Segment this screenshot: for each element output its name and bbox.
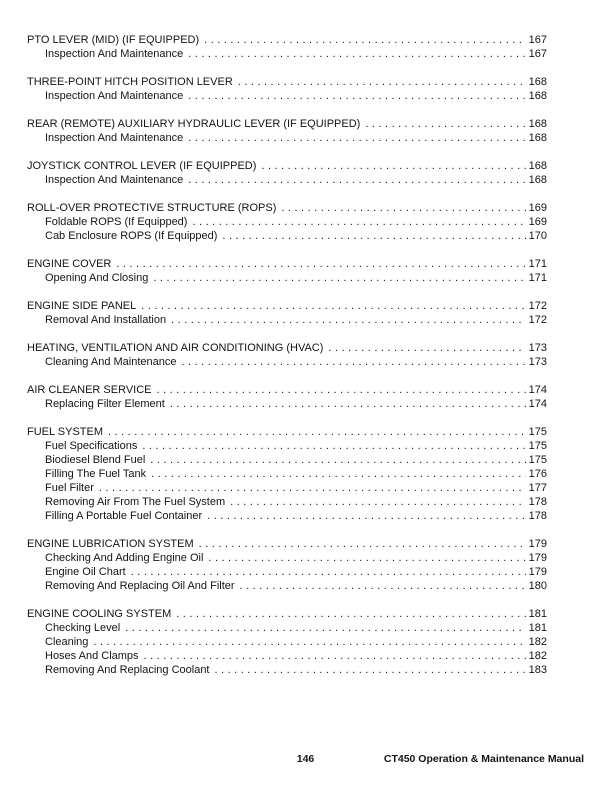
toc-heading-page: 169 (528, 202, 547, 214)
dot-leader (141, 299, 525, 313)
table-of-contents (27, 33, 547, 691)
toc-item-title: Replacing Filter Element (45, 398, 165, 410)
dot-leader (170, 397, 526, 411)
toc-item-row (27, 355, 547, 369)
footer-manual-title: CT450 Operation & Maintenance Manual (383, 753, 584, 765)
dot-leader (188, 131, 525, 145)
toc-heading-row (27, 33, 547, 47)
toc-heading-row (27, 201, 547, 215)
dot-leader (171, 313, 526, 327)
toc-item-row (27, 453, 547, 467)
toc-heading-title: THREE-POINT HITCH POSITION LEVER (27, 76, 233, 88)
dot-leader (99, 481, 526, 495)
dot-leader (208, 551, 525, 565)
toc-heading-row (27, 75, 547, 89)
toc-item-row (27, 467, 547, 481)
toc-item-row (27, 649, 547, 663)
toc-item-title: Removing Air From The Fuel System (45, 496, 226, 508)
toc-heading-page: 168 (528, 118, 547, 130)
toc-item-title: Inspection And Maintenance (45, 132, 184, 144)
toc-heading-row (27, 425, 547, 439)
toc-heading-page: 173 (528, 342, 547, 354)
toc-item-title: Engine Oil Chart (45, 566, 126, 578)
toc-section (27, 537, 547, 593)
dot-leader (204, 33, 525, 47)
toc-item-page: 182 (528, 636, 547, 648)
dot-leader (157, 383, 526, 397)
toc-heading-page: 175 (528, 426, 547, 438)
toc-item-page: 175 (528, 440, 547, 452)
toc-item-page: 178 (528, 510, 547, 522)
dot-leader (142, 439, 525, 453)
toc-item-row (27, 663, 547, 677)
toc-heading-title: JOYSTICK CONTROL LEVER (IF EQUIPPED) (27, 160, 257, 172)
dot-leader (328, 341, 525, 355)
toc-item-page: 178 (528, 496, 547, 508)
toc-item-title: Removal And Installation (45, 314, 167, 326)
toc-item-title: Filling The Fuel Tank (45, 468, 147, 480)
toc-item-title: Cleaning And Maintenance (45, 356, 177, 368)
toc-item-title: Inspection And Maintenance (45, 48, 184, 60)
toc-item-page: 173 (528, 356, 547, 368)
toc-heading-title: AIR CLEANER SERVICE (27, 384, 152, 396)
dot-leader (151, 467, 526, 481)
toc-heading-row (27, 341, 547, 355)
toc-item-row (27, 635, 547, 649)
toc-section (27, 33, 547, 61)
toc-heading-row (27, 383, 547, 397)
toc-item-page: 171 (528, 272, 547, 284)
toc-item-page: 168 (528, 174, 547, 186)
toc-heading-page: 181 (528, 608, 547, 620)
dot-leader (144, 649, 526, 663)
toc-item-row (27, 439, 547, 453)
dot-leader (150, 453, 525, 467)
toc-heading-title: HEATING, VENTILATION AND AIR CONDITIONING (HVAC) (27, 342, 324, 354)
toc-item-row (27, 565, 547, 579)
toc-item-title: Biodiesel Blend Fuel (45, 454, 146, 466)
toc-section (27, 117, 547, 145)
toc-heading-title: PTO LEVER (MID) (IF EQUIPPED) (27, 34, 200, 46)
toc-item-page: 182 (528, 650, 547, 662)
toc-item-title: Filling A Portable Fuel Container (45, 510, 203, 522)
toc-item-row (27, 579, 547, 593)
page-footer (27, 752, 584, 766)
toc-heading-title: ENGINE LUBRICATION SYSTEM (27, 538, 194, 550)
dot-leader (153, 271, 525, 285)
toc-item-page: 179 (528, 552, 547, 564)
toc-item-row (27, 173, 547, 187)
toc-item-title: Removing And Replacing Coolant (45, 664, 210, 676)
toc-section (27, 257, 547, 285)
toc-section (27, 383, 547, 411)
toc-heading-page: 172 (528, 300, 547, 312)
toc-item-title: Inspection And Maintenance (45, 174, 184, 186)
toc-item-title: Removing And Replacing Oil And Filter (45, 580, 235, 592)
toc-item-row (27, 551, 547, 565)
toc-heading-title: ROLL-OVER PROTECTIVE STRUCTURE (ROPS) (27, 202, 277, 214)
dot-leader (240, 579, 526, 593)
toc-item-page: 174 (528, 398, 547, 410)
toc-item-page: 177 (528, 482, 547, 494)
dot-leader (199, 537, 526, 551)
toc-item-page: 172 (528, 314, 547, 326)
dot-leader (176, 607, 525, 621)
toc-heading-title: ENGINE COVER (27, 258, 112, 270)
toc-heading-row (27, 159, 547, 173)
dot-leader (116, 257, 525, 271)
toc-item-row (27, 495, 547, 509)
toc-item-row (27, 271, 547, 285)
footer-page-number: 146 (296, 753, 315, 765)
toc-section (27, 299, 547, 327)
toc-item-title: Fuel Filter (45, 482, 94, 494)
toc-item-page: 179 (528, 566, 547, 578)
toc-item-title: Checking And Adding Engine Oil (45, 552, 204, 564)
toc-item-page: 175 (528, 454, 547, 466)
toc-item-page: 180 (528, 580, 547, 592)
toc-item-page: 168 (528, 132, 547, 144)
dot-leader (131, 565, 526, 579)
toc-heading-page: 168 (528, 76, 547, 88)
toc-section (27, 425, 547, 523)
toc-item-title: Inspection And Maintenance (45, 90, 184, 102)
toc-item-row (27, 509, 547, 523)
toc-item-page: 170 (528, 230, 547, 242)
dot-leader (281, 201, 525, 215)
dot-leader (188, 173, 525, 187)
toc-item-title: Hoses And Clamps (45, 650, 139, 662)
toc-section (27, 159, 547, 187)
toc-item-page: 169 (528, 216, 547, 228)
toc-item-row (27, 89, 547, 103)
toc-heading-row (27, 607, 547, 621)
dot-leader (188, 89, 525, 103)
toc-item-row (27, 47, 547, 61)
dot-leader (181, 355, 525, 369)
dot-leader (230, 495, 526, 509)
toc-item-row (27, 397, 547, 411)
toc-item-page: 167 (528, 48, 547, 60)
dot-leader (365, 117, 525, 131)
toc-section (27, 341, 547, 369)
dot-leader (215, 663, 526, 677)
toc-item-row (27, 481, 547, 495)
dot-leader (188, 47, 525, 61)
dot-leader (93, 635, 525, 649)
dot-leader (125, 621, 525, 635)
dot-leader (238, 75, 526, 89)
toc-item-row (27, 229, 547, 243)
toc-heading-page: 179 (528, 538, 547, 550)
toc-heading-title: ENGINE COOLING SYSTEM (27, 608, 172, 620)
toc-item-row (27, 215, 547, 229)
toc-heading-page: 167 (528, 34, 547, 46)
toc-item-page: 183 (528, 664, 547, 676)
toc-item-row (27, 621, 547, 635)
dot-leader (222, 229, 525, 243)
dot-leader (192, 215, 525, 229)
toc-heading-page: 174 (528, 384, 547, 396)
toc-item-row (27, 131, 547, 145)
toc-heading-row (27, 257, 547, 271)
toc-item-page: 168 (528, 90, 547, 102)
toc-heading-title: REAR (REMOTE) AUXILIARY HYDRAULIC LEVER (IF EQUIPPED) (27, 118, 361, 130)
toc-item-title: Opening And Closing (45, 272, 149, 284)
toc-item-row (27, 313, 547, 327)
toc-item-title: Checking Level (45, 622, 121, 634)
toc-section (27, 201, 547, 243)
dot-leader (207, 509, 525, 523)
toc-item-page: 181 (528, 622, 547, 634)
toc-heading-title: ENGINE SIDE PANEL (27, 300, 137, 312)
dot-leader (261, 159, 525, 173)
toc-item-title: Cab Enclosure ROPS (If Equipped) (45, 230, 218, 242)
toc-item-title: Foldable ROPS (If Equipped) (45, 216, 188, 228)
toc-heading-row (27, 537, 547, 551)
toc-heading-row (27, 117, 547, 131)
toc-item-title: Cleaning (45, 636, 89, 648)
toc-item-page: 176 (528, 468, 547, 480)
toc-heading-row (27, 299, 547, 313)
toc-section (27, 75, 547, 103)
toc-heading-title: FUEL SYSTEM (27, 426, 103, 438)
toc-section (27, 607, 547, 677)
toc-heading-page: 171 (528, 258, 547, 270)
dot-leader (108, 425, 526, 439)
toc-heading-page: 168 (528, 160, 547, 172)
toc-item-title: Fuel Specifications (45, 440, 138, 452)
